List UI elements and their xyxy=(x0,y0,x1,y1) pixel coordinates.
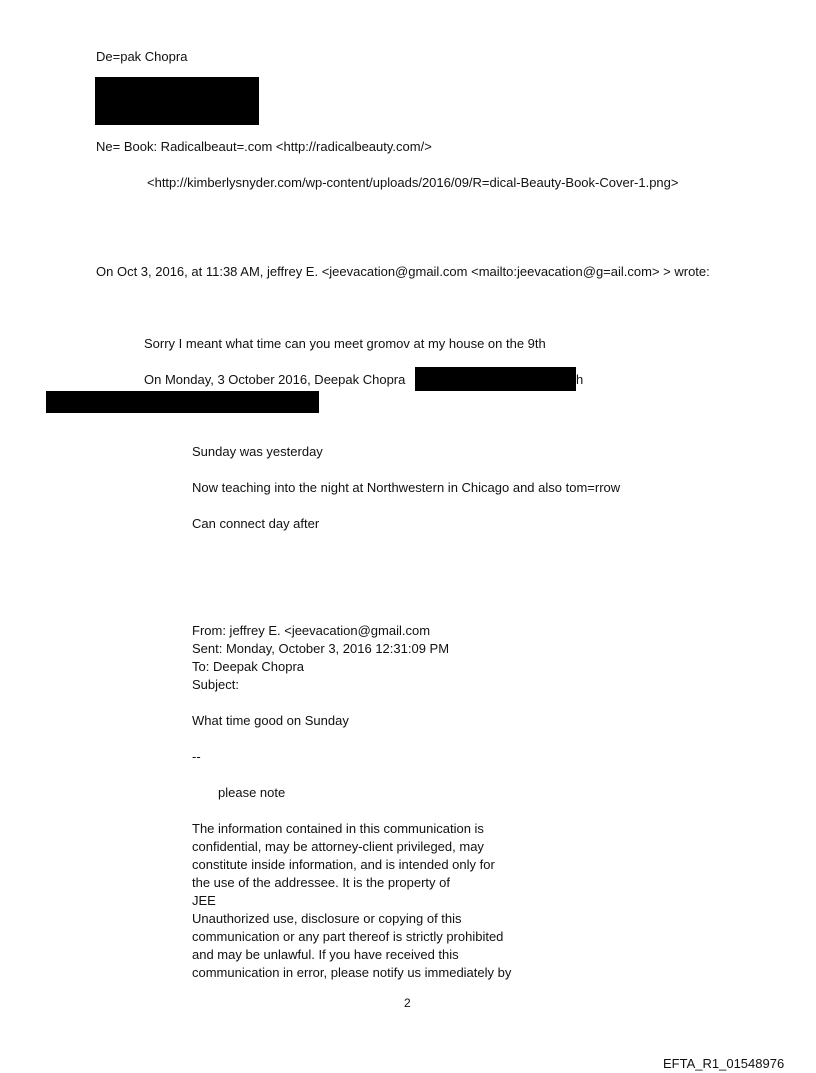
signature-separator: -- xyxy=(192,749,201,764)
email-body: What time good on Sunday xyxy=(192,713,349,728)
disclaimer-line: communication in error, please notify us immediately by xyxy=(192,965,512,980)
disclaimer-line: the use of the addressee. It is the property of xyxy=(192,875,450,890)
redaction-block xyxy=(46,391,319,413)
chopra-reply-line: Can connect day after xyxy=(192,516,320,531)
book-line: Ne= Book: Radicalbeaut=.com <http://radicalbeauty.com/> xyxy=(96,139,432,154)
disclaimer-line: constitute inside information, and is intended only for xyxy=(192,857,495,872)
document-id: EFTA_R1_01548976 xyxy=(663,1056,785,1071)
quote-intro: On Monday, 3 October 2016, Deepak Chopra xyxy=(144,372,406,387)
email-subject: Subject: xyxy=(192,677,239,692)
redaction-block xyxy=(95,77,259,125)
disclaimer-line: The information contained in this communication is xyxy=(192,821,484,836)
email-from: From: jeffrey E. <jeevacation@gmail.com xyxy=(192,623,431,638)
disclaimer-line: communication or any part thereof is strictly prohibited xyxy=(192,929,504,944)
email-to: To: Deepak Chopra xyxy=(192,659,305,674)
chopra-reply-line: Sunday was yesterday xyxy=(192,444,323,459)
page-number: 2 xyxy=(404,996,411,1010)
note-heading: please note xyxy=(218,785,286,800)
disclaimer xyxy=(192,820,511,982)
cover-link: <http://kimberlysnyder.com/wp-content/uploads/2016/09/R=dical-Beauty-Book-Cover-1.png> xyxy=(147,175,679,190)
reply-header: On Oct 3, 2016, at 11:38 AM, jeffrey E. <jeevacation@gmail.com <mailto:jeevacation@g=ail.com> > wrote: xyxy=(96,264,710,279)
disclaimer-line: Unauthorized use, disclosure or copying of this xyxy=(192,911,462,926)
disclaimer-line: confidential, may be attorney-client privileged, may xyxy=(192,839,484,854)
email-sent: Sent: Monday, October 3, 2016 12:31:09 PM xyxy=(192,641,450,656)
quote-trailing-char: h xyxy=(576,372,584,387)
disclaimer-line: JEE xyxy=(192,893,216,908)
chopra-reply-line: Now teaching into the night at Northwestern in Chicago and also tom=rrow xyxy=(192,480,621,495)
disclaimer-line: and may be unlawful. If you have received this xyxy=(192,947,459,962)
jeffrey-message-body: Sorry I meant what time can you meet gromov at my house on the 9th xyxy=(144,336,546,351)
redaction-block xyxy=(415,367,576,391)
sender-name: De=pak Chopra xyxy=(96,49,188,64)
